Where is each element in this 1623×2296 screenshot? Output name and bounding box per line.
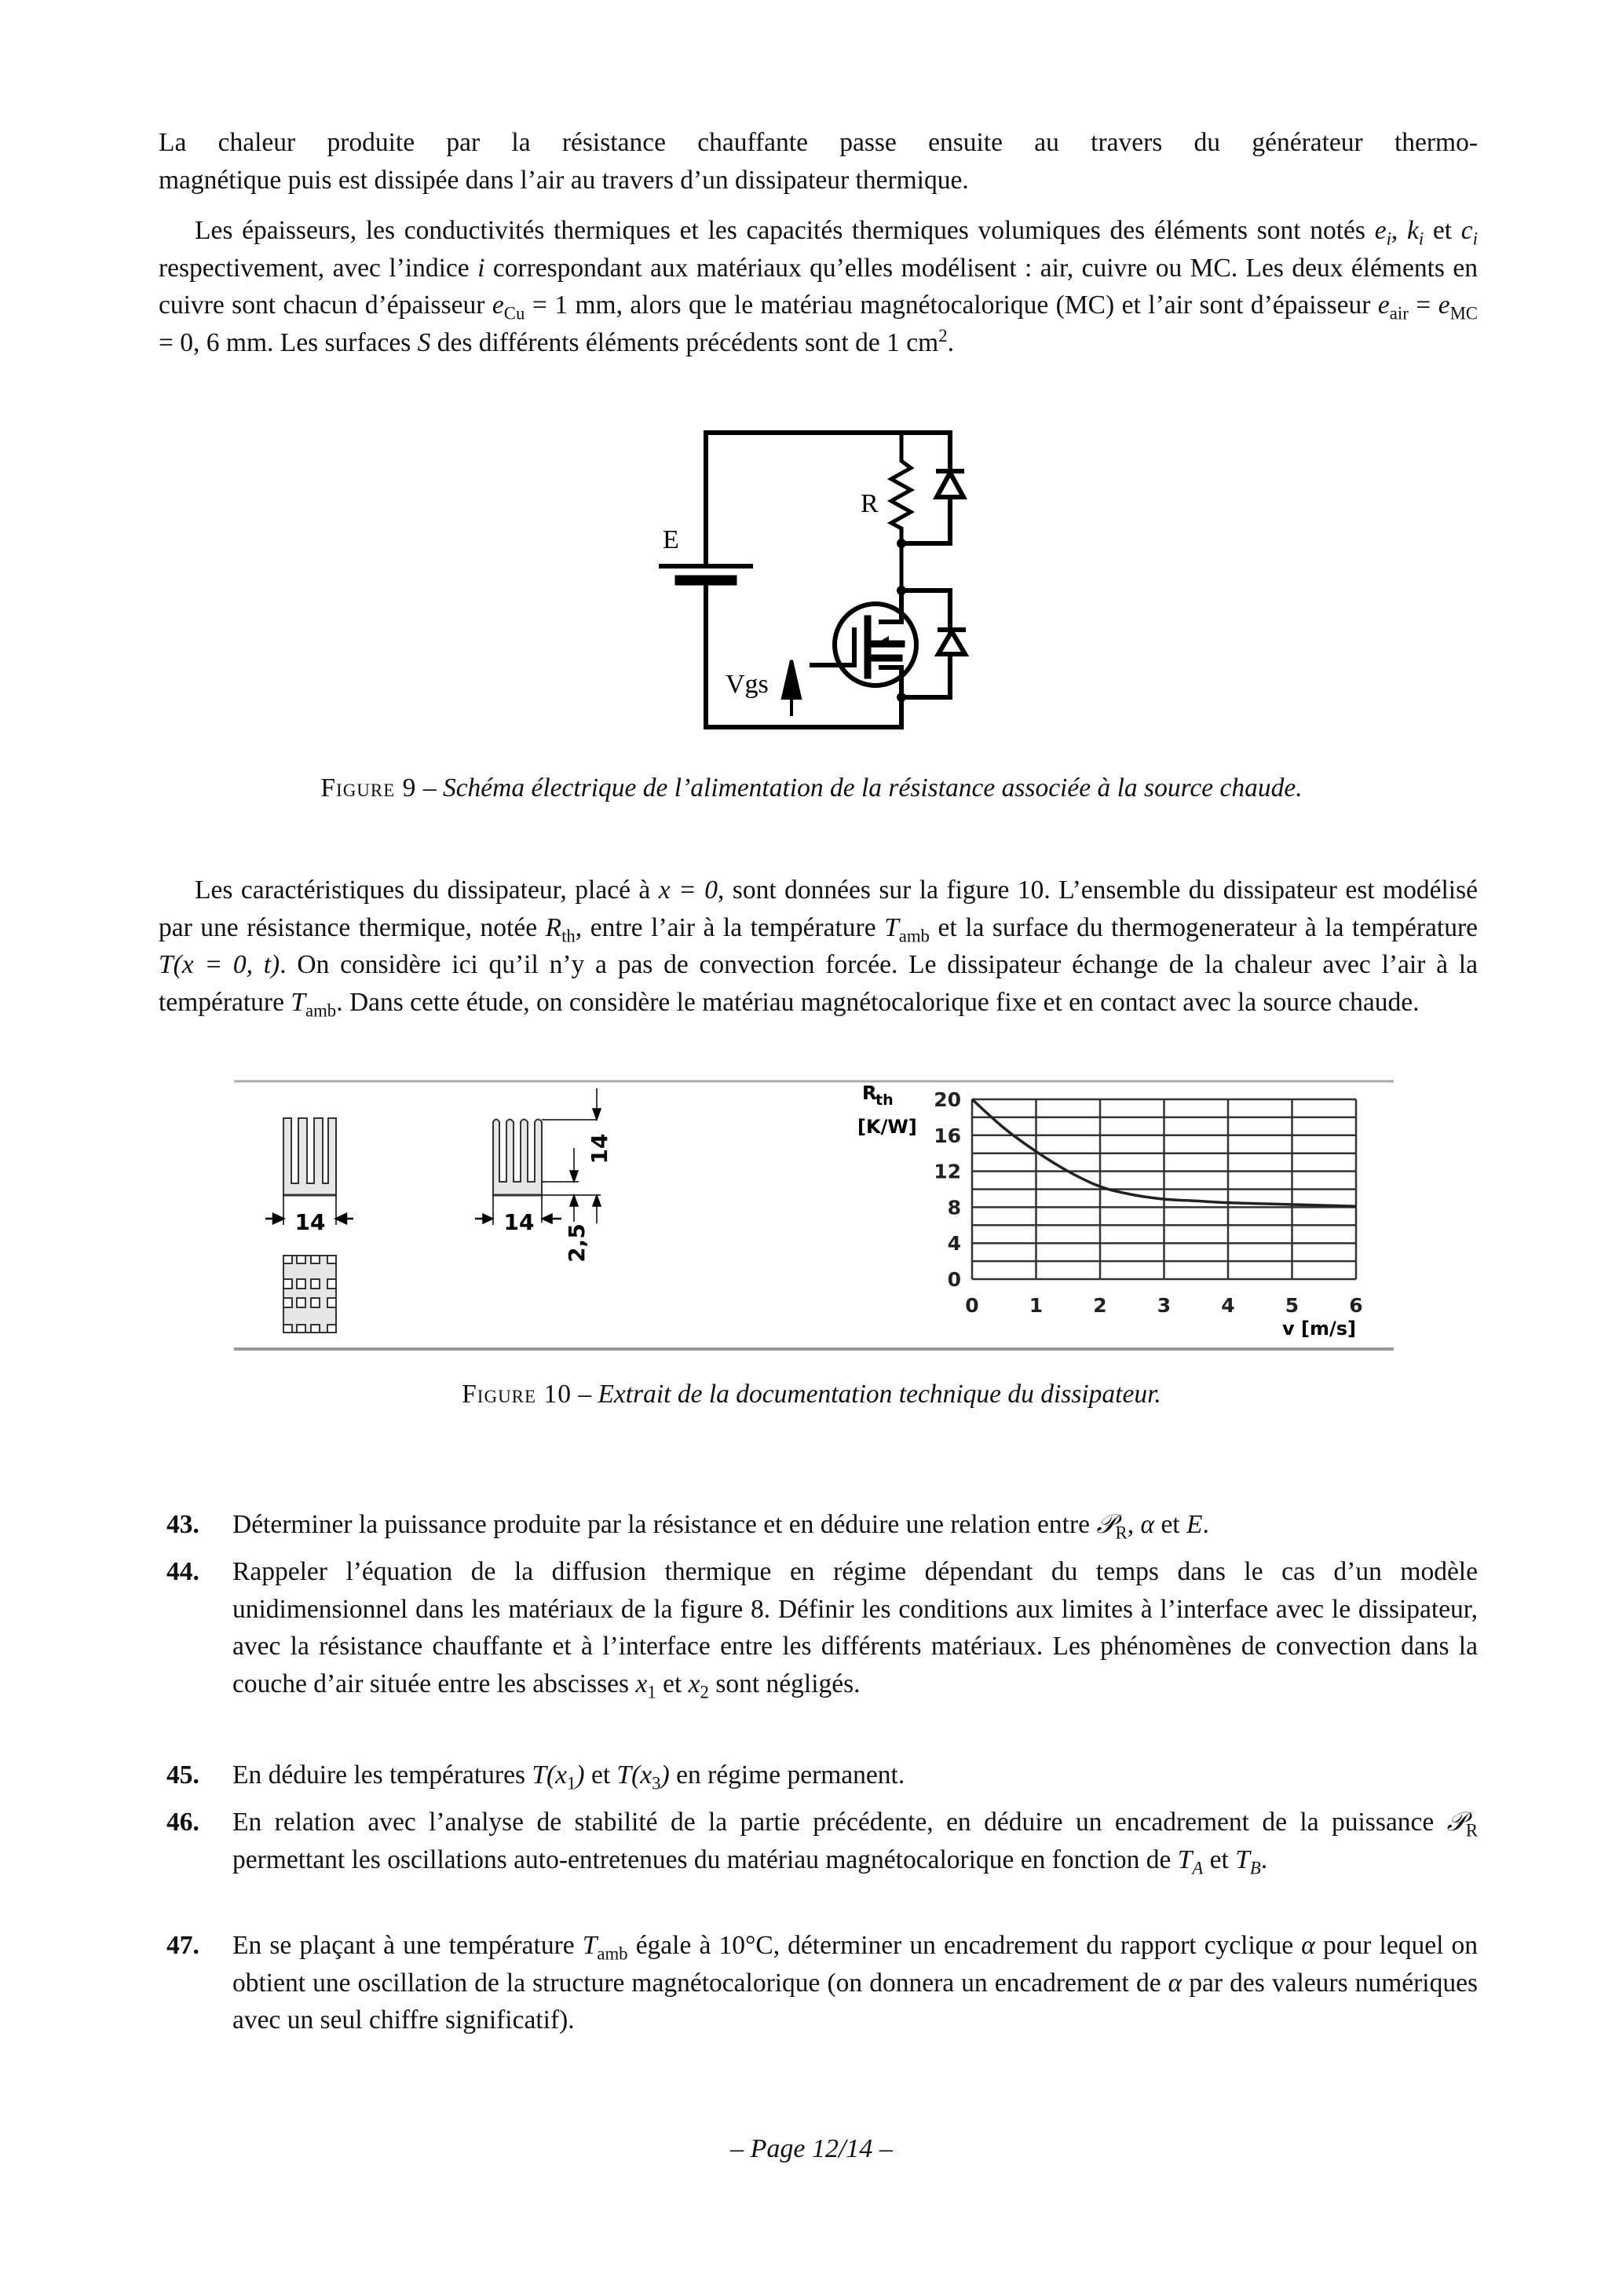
math-sub: air [1389, 303, 1409, 324]
figure9-caption [0, 773, 1623, 803]
heatsink-hole [327, 1325, 336, 1333]
chart-ylabel-sub: th [875, 1091, 894, 1109]
math-sub: 3 [652, 1773, 661, 1793]
diode-symbol [938, 631, 965, 654]
text-span: = [1408, 291, 1438, 320]
question-number: 46. [166, 1808, 199, 1837]
caption-text: Extrait de la documentation technique du dissipateur. [598, 1380, 1161, 1409]
text-span: . Dans cette étude, on considère le matériau magnétocalorique fixe et en contact avec la source chaude. [336, 987, 1420, 1017]
y-tick-label: 16 [934, 1124, 961, 1147]
text-span: En déduire les températures [232, 1760, 532, 1790]
text-span: et [1154, 1510, 1186, 1539]
y-tick-label: 12 [934, 1160, 961, 1183]
math-var: S [417, 327, 431, 357]
caption-label: Figure 10 [462, 1380, 572, 1409]
heatsink-hole [283, 1325, 292, 1333]
math-sub: i [1418, 229, 1424, 249]
chart-ylabel-unit: [K/W] [857, 1116, 917, 1138]
y-tick-label: 0 [947, 1268, 961, 1291]
caption-label: Figure 9 [320, 773, 417, 803]
heatsink-side-view-dimensioned [493, 1120, 542, 1196]
junction-dot [897, 586, 906, 595]
text-span: , entre l’air à la température [575, 912, 885, 942]
math-sub: 2 [700, 1682, 709, 1702]
math-var: x [635, 1669, 648, 1698]
caption-dash: – [416, 773, 443, 803]
text-span: égale à 10°C, déterminer un encadrement du rapport cyclique [627, 1931, 1302, 1960]
text-span: et la surface du thermogenerateur à la température [929, 912, 1478, 942]
text-span: par des valeurs numériques avec un seul chiffre significatif). [232, 1968, 1478, 2035]
math-var: x [688, 1669, 700, 1698]
text-span: En relation avec l’analyse de stabilité de la partie précédente, en déduire un encadrement de la puissance [232, 1808, 1447, 1837]
heatsink-hole [311, 1279, 320, 1289]
question-number: 44. [166, 1557, 199, 1586]
label-E: E [663, 525, 679, 554]
x-tick-label: 1 [1029, 1294, 1044, 1317]
math-expr: x = 0 [658, 876, 718, 905]
figure9-circuit-diagram [644, 416, 997, 746]
math-sub: MC [1449, 303, 1478, 324]
math-var: α [1301, 1931, 1315, 1960]
question-number: 45. [166, 1760, 199, 1790]
text-span: . [1202, 1510, 1209, 1539]
text-span: et [584, 1760, 617, 1790]
x-tick-label: 6 [1349, 1294, 1363, 1317]
text-span: Déterminer la puissance produite par la résistance et en déduire une relation entre [232, 1510, 1097, 1539]
text-span: , [1391, 216, 1407, 245]
heatsink-hole [283, 1298, 292, 1307]
heatsink-hole [311, 1325, 320, 1333]
math-var: T [582, 1931, 598, 1960]
dim-height: 14 [587, 1133, 612, 1164]
math-var: E [1186, 1510, 1203, 1539]
text-span: Rappeler l’équation de la diffusion thermique en régime dépendant du temps dans le cas d’un modèle unidimensionnel dans les matériaux de la figure 8. Définir les conditions aux limites à l’interface avec le dissipateur, avec la résistance chauffante et à l’interface entre les différents matériaux. Les phénomènes de convection dans la couche d’air située entre les abscisses [232, 1557, 1478, 1698]
y-tick-label: 8 [947, 1196, 961, 1219]
math-sub: B [1249, 1858, 1261, 1878]
math-var: R [545, 912, 562, 942]
math-expr: T(x [616, 1760, 652, 1790]
heatsink-hole [327, 1279, 336, 1289]
text-span: . [947, 327, 954, 357]
text-span: . [1260, 1844, 1268, 1874]
diode-symbol [937, 473, 963, 497]
math-var: T [291, 987, 305, 1017]
math-sub: A [1192, 1858, 1204, 1878]
paragraph-material-properties [159, 212, 1478, 361]
math-sub: amb [305, 1000, 337, 1021]
text-span: permettant les oscillations auto-entretenues du matériau magnétocalorique en fonction de [232, 1844, 1178, 1874]
x-tick-label: 0 [965, 1294, 979, 1317]
text-span: Les caractéristiques du dissipateur, placé à [195, 876, 659, 905]
math-var: e [492, 291, 504, 320]
x-tick-label: 5 [1285, 1294, 1299, 1317]
math-sub: th [561, 926, 576, 946]
text-span: en régime permanent. [669, 1760, 905, 1790]
math-var: i [477, 253, 485, 283]
junction-dot [897, 539, 906, 548]
math-sub: i [1472, 229, 1478, 249]
question-number: 47. [166, 1931, 199, 1960]
math-sub: amb [597, 1943, 628, 1964]
math-sub: R [1465, 1820, 1478, 1841]
paragraph-heatsink [159, 872, 1478, 1021]
math-var: 𝒫 [1096, 1510, 1116, 1539]
math-sub: R [1115, 1523, 1128, 1543]
question-43 [166, 1506, 1478, 1544]
math-sub: 1 [567, 1773, 576, 1793]
heatsink-hole [311, 1256, 320, 1263]
text-span: . On considère ici qu’il n’y a pas de convection forcée. Le dissipateur échange de la chaleur avec l’air à la température [159, 950, 1478, 1017]
text-span: et [1203, 1844, 1236, 1874]
chart-ylabel-main: R [862, 1082, 877, 1104]
paragraph-heat-flow [159, 124, 1478, 199]
figure10-caption [0, 1380, 1623, 1409]
x-tick-label: 3 [1157, 1294, 1172, 1317]
math-expr: ) [660, 1760, 670, 1790]
math-var: T [884, 912, 899, 942]
math-var: e [1438, 291, 1450, 320]
math-var: c [1460, 216, 1473, 245]
heatsink-hole [297, 1256, 305, 1263]
math-expr: ) [576, 1760, 585, 1790]
caption-dash: – [571, 1380, 598, 1409]
caption-text: Schéma électrique de l’alimentation de la résistance associée à la source chaude. [442, 773, 1303, 803]
math-sub: Cu [503, 303, 525, 324]
junction-dot [897, 693, 906, 702]
heatsink-hole [311, 1298, 320, 1307]
question-number: 43. [166, 1510, 199, 1539]
text-span: , sont données sur la figure 10. L’ensemble du dissipateur est modélisé par une résistance thermique, notée [159, 876, 1479, 942]
label-Vgs: Vgs [726, 670, 769, 699]
math-sub: amb [898, 926, 930, 946]
text-span: respectivement, avec l’indice [159, 253, 478, 283]
math-var: k [1406, 216, 1419, 245]
heatsink-hole [297, 1325, 305, 1333]
text-span: des différents éléments précédents sont de 1 cm [430, 327, 939, 357]
heatsink-hole [283, 1256, 292, 1263]
heatsink-hole [297, 1298, 305, 1307]
heatsink-hole [283, 1279, 292, 1289]
y-tick-label: 4 [947, 1232, 961, 1256]
math-var: α [1140, 1510, 1155, 1539]
page-number-footer: – Page 12/14 – [730, 2134, 893, 2163]
math-var: 𝒫 [1446, 1808, 1466, 1837]
text-span: = 1 mm, alors que le matériau magnétocalorique (MC) et l’air sont d’épaisseur [525, 291, 1378, 320]
vgs-arrow-head-icon [783, 660, 800, 698]
text-span: correspondant aux matériaux qu’elles modélisent : air, cuivre ou MC. Les deux éléments en cuivre sont chacun d’épaisseur [159, 253, 1478, 320]
math-var: T [1177, 1844, 1193, 1874]
text-span: et [1424, 216, 1461, 245]
math-var: T [1235, 1844, 1250, 1874]
figure10 [228, 1068, 1406, 1358]
x-tick-label: 4 [1221, 1294, 1235, 1317]
text-span: = 0, 6 mm. Les surfaces [159, 327, 418, 357]
text-span: et [656, 1669, 689, 1698]
label-R: R [861, 489, 879, 518]
math-sub: i [1386, 229, 1391, 249]
text-span: , [1127, 1510, 1141, 1539]
heatsink-top-view [283, 1256, 336, 1333]
question-46 [166, 1804, 1478, 1878]
heatsink-hole [297, 1279, 305, 1289]
math-var: e [1377, 291, 1390, 320]
question-44 [166, 1553, 1478, 1702]
dim-base: 2,5 [564, 1223, 590, 1263]
rth-chart [934, 1088, 1363, 1317]
text-span: Les épaisseurs, les conductivités thermiques et les capacités thermiques volumiques des éléments sont notés [195, 216, 1375, 245]
dim-width-left: 14 [294, 1209, 326, 1235]
y-tick-label: 20 [934, 1088, 961, 1111]
heatsink-hole [327, 1298, 336, 1307]
question-45 [166, 1757, 1478, 1794]
paragraph-line: magnétique puis est dissipée dans l’air au travers d’un dissipateur thermique. [159, 165, 969, 195]
math-var: α [1168, 1968, 1183, 1998]
chart-xlabel: v [m/s] [1282, 1318, 1356, 1340]
heatsink-hole [327, 1256, 336, 1263]
math-expr: T(x [532, 1760, 568, 1790]
text-span: pour lequel on obtient une oscillation de la structure magnétocalorique (on donnera un encadrement de [232, 1931, 1478, 1998]
math-expr: T(x = 0, t) [159, 950, 280, 979]
x-tick-label: 2 [1093, 1294, 1107, 1317]
math-var: e [1374, 216, 1387, 245]
question-47 [166, 1927, 1478, 2039]
text-span: En se plaçant à une température [232, 1931, 583, 1960]
text-span: sont négligés. [708, 1669, 861, 1698]
dim-width-right: 14 [503, 1209, 535, 1235]
math-sup: 2 [938, 325, 948, 345]
paragraph-line: La chaleur produite par la résistance chauffante passe ensuite au travers du générateur thermo- [159, 128, 1478, 157]
math-sub: 1 [647, 1682, 656, 1702]
resistor-R [891, 433, 911, 590]
